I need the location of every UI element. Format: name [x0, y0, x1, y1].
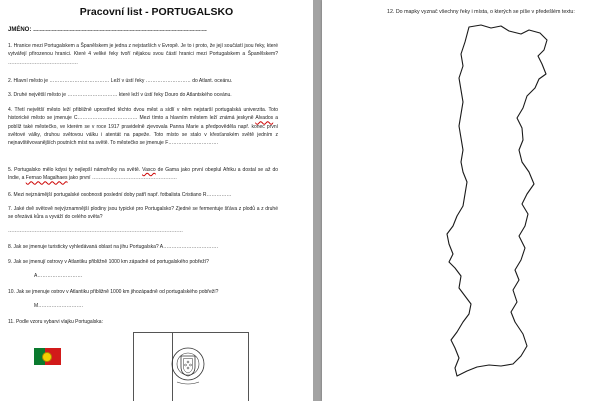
question-4-underlined-word: Alvados [255, 115, 274, 122]
question-7: 7. Jaké dvě světově nejvýznamnější plodiny jsou typické pro Portugalsko? Zjedné se fermentuje šťáva z plodů a z druhé se ořezává kůra a vyváží do celého světa? [8, 206, 278, 221]
question-4-text-a: 4. Třetí největší město leží přibližně uprostřed těchto dvou měst a sídlí v něm nejstarší portugalská univerzita. Toto historické město se jmenuje C……………………………… Mezi tímto a hlavním městem leží známá jeskyně [8, 107, 278, 122]
question-3: 3. Druhé největší město je ………………………… které leží v ústí řeky Douro do Atlantského oceánu. [8, 92, 232, 98]
question-2: 2. Hlavní město je ……………………………… Leží v ústí řeky ……………………… do Atlant. oceánu. [8, 78, 233, 84]
question-4-text-b: a poblíž také městečko, ve kterém se v roce 1917 pravidelně zjevovala Panna Marie a předpověděla např. konec první světové války, druhou světovou válku i atentát na papeže. Toto místo se stalo v křesťanském světě jedním z nejnavštěvovanějších poutních míst na světě. To městečko se jmenuje F………………………… [8, 115, 278, 147]
question-5-underlined-vasco: Vasco [142, 167, 156, 173]
question-1: 1. Hranice mezi Portugalskem a Španělskem je jedna z nejstarších v Evropě. Je to i proto, že její součástí jsou řeky, které vytvářejí přirozenou hranici. Které 4 veliké řeky tvoří nějakou svou částí hranici mezi Portugalskem a Španělskem? …………………………………… [8, 43, 278, 66]
question-9-answer: A……………………… [34, 273, 83, 279]
portugal-flag-sample [34, 348, 61, 365]
question-8: 8. Jak se jmenuje turisticky vyhledávaná oblast na jihu Portugalska? A…………………………… [8, 244, 219, 250]
question-6: 6. Mezi nejznámější portugalské osobnosti poslední doby patří např. fotbalista Cristiano R…………… [8, 192, 232, 198]
question-5 [8, 166, 278, 183]
question-4 [8, 106, 278, 147]
page-gap [313, 0, 322, 401]
question-5-text-a: 5. Portugalsko mělo kdysi ty nejlepší námořníky na světě. [8, 167, 143, 173]
worksheet-title: Pracovní list - PORTUGALSKO [79, 6, 234, 18]
question-7-answer-line: …………………………………………………………………………………………… [8, 228, 183, 234]
question-12: 12. Do mapky vyznač všechny řeky i místa, o kterých se píše v předešlém textu: [387, 9, 575, 15]
question-10: 10. Jak se jmenuje ostrov v Atlantiku přibližně 1000 km jihozápadně od portugalského pobřeží? [8, 289, 219, 295]
question-5-text-b: de Gama jako první obeplul Afriku a dostal se až do Indie, a [8, 167, 279, 182]
portugal-outline-map[interactable] [443, 22, 551, 380]
question-5-text-c: jako první …………………………………………… [67, 175, 177, 182]
name-line: JMÉNO: …………………………………………………………………………… [8, 27, 208, 33]
question-9: 9. Jak se jmenují ostrovy v Atlantiku přibližně 1000 km západně od portugalského pobřeží? [8, 259, 209, 265]
coat-of-arms-outline-icon [170, 342, 206, 386]
flag-emblem-icon [42, 352, 52, 362]
question-11: 11. Podle vzoru vybarvi vlajku Portugalska: [8, 319, 103, 325]
question-10-answer: M……………………… [34, 303, 84, 309]
question-5-underlined-magalhaes: Fernao Magalhaes [25, 175, 68, 182]
